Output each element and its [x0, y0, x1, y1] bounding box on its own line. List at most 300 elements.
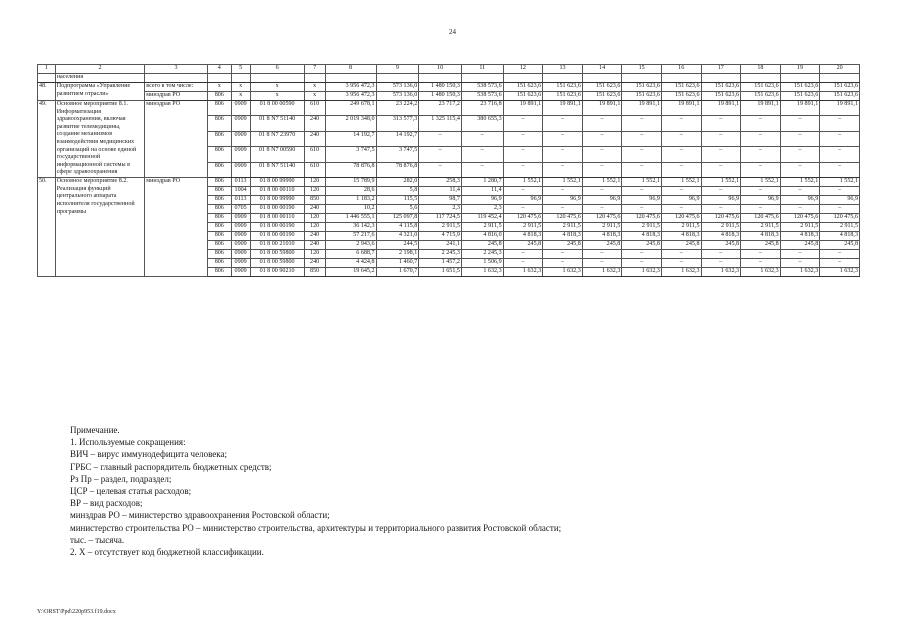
value-cell: 78 876,8 — [376, 162, 419, 177]
grbs-cell: всего в том числе: — [145, 83, 208, 92]
value-cell: 1 552,1 — [622, 178, 662, 187]
table-row — [38, 178, 860, 187]
note-line: Рз Пр – раздел, подраздел; — [70, 473, 172, 484]
header-cell: 3 — [145, 65, 208, 74]
value-cell: 4 816,0 — [461, 232, 503, 241]
value-cell: – — [582, 259, 622, 268]
value-cell: 151 623,6 — [661, 83, 701, 92]
value-cell: – — [543, 147, 583, 162]
value-cell: – — [741, 131, 781, 146]
row-number: 50. — [38, 178, 56, 277]
csr-cell: 01 8 N7 00590 — [250, 147, 304, 162]
value-cell: – — [661, 205, 701, 214]
value-cell: 245,8 — [622, 241, 662, 250]
value-cell: 6 688,7 — [325, 250, 376, 259]
value-cell: – — [820, 131, 860, 146]
note-line: 2. Х – отсутствует код бюджетной классификации. — [70, 547, 264, 558]
vr-cell: 240 — [304, 205, 325, 214]
csr-cell: 01 8 00 99990 — [250, 178, 304, 187]
value-cell: 2 198,1 — [376, 250, 419, 259]
value-cell: 241,1 — [419, 241, 462, 250]
header-cell: 5 — [231, 65, 250, 74]
value-cell: 151 623,6 — [582, 83, 622, 92]
value-cell: 2 911,5 — [622, 223, 662, 232]
csr-cell: 01 8 00 00190 — [250, 232, 304, 241]
program-name: Основное мероприятие 8.2. Реализация функций центрального аппарата исполнителя государственной программы — [55, 178, 145, 277]
value-cell: – — [419, 162, 462, 177]
value-cell: 1 552,1 — [780, 178, 820, 187]
value-cell: 151 623,6 — [701, 83, 741, 92]
vr-cell: x — [304, 92, 325, 101]
value-cell: – — [622, 147, 662, 162]
cell-empty — [543, 74, 583, 83]
value-cell: 19 891,1 — [780, 101, 820, 116]
value-cell: 96,9 — [780, 196, 820, 205]
notes-section — [70, 424, 860, 558]
value-cell: 96,9 — [661, 196, 701, 205]
rz-cell: 806 — [207, 259, 231, 268]
pr-cell: 0909 — [231, 101, 250, 116]
program-name: Подпрограмма «Управление развитием отрасли» — [55, 83, 145, 101]
value-cell: – — [503, 259, 543, 268]
value-cell: 1 280,7 — [461, 178, 503, 187]
value-cell: 2 911,5 — [543, 223, 583, 232]
value-cell: – — [701, 187, 741, 196]
rz-cell: 806 — [207, 232, 231, 241]
value-cell: 151 623,6 — [622, 83, 662, 92]
value-cell: 19 891,1 — [582, 101, 622, 116]
rz-cell: 806 — [207, 92, 231, 101]
value-cell: 2 911,5 — [461, 223, 503, 232]
csr-cell: x — [250, 92, 304, 101]
value-cell: 96,9 — [543, 196, 583, 205]
pr-cell: 0909 — [231, 116, 250, 131]
vr-cell: 850 — [304, 196, 325, 205]
table-row — [38, 92, 860, 101]
value-cell: 151 623,6 — [543, 83, 583, 92]
vr-cell: 240 — [304, 241, 325, 250]
value-cell: 245,8 — [741, 241, 781, 250]
value-cell: 1 632,3 — [543, 268, 583, 277]
value-cell: – — [543, 187, 583, 196]
rz-cell: 806 — [207, 214, 231, 223]
value-cell: 151 623,6 — [741, 83, 781, 92]
csr-cell: 01 8 00 00110 — [250, 214, 304, 223]
value-cell: – — [503, 162, 543, 177]
vr-cell: 120 — [304, 214, 325, 223]
value-cell: 573 136,0 — [376, 92, 419, 101]
value-cell: 117 724,5 — [419, 214, 462, 223]
value-cell: 1 632,3 — [780, 268, 820, 277]
value-cell: 1 651,5 — [419, 268, 462, 277]
value-cell: 1 632,3 — [701, 268, 741, 277]
csr-cell: 01 8 N7 23970 — [250, 131, 304, 146]
value-cell: 151 623,6 — [661, 92, 701, 101]
value-cell: 120 475,6 — [701, 214, 741, 223]
value-cell: 3 956 472,3 — [325, 83, 376, 92]
value-cell: 96,9 — [741, 196, 781, 205]
csr-cell: 01 8 00 59800 — [250, 250, 304, 259]
rz-cell: 806 — [207, 101, 231, 116]
value-cell: 538 573,6 — [461, 92, 503, 101]
value-cell: – — [820, 205, 860, 214]
header-cell: 10 — [419, 65, 462, 74]
value-cell: 2 019 348,0 — [325, 116, 376, 131]
value-cell: – — [582, 250, 622, 259]
value-cell: 282,0 — [376, 178, 419, 187]
value-cell: – — [582, 162, 622, 177]
grbs-cell: минздрав РО — [145, 101, 208, 178]
value-cell: 5,6 — [376, 205, 419, 214]
csr-cell: 01 8 00 00190 — [250, 205, 304, 214]
value-cell: 1 552,1 — [503, 178, 543, 187]
rz-cell: 806 — [207, 250, 231, 259]
value-cell: 244,5 — [376, 241, 419, 250]
value-cell: 19 645,2 — [325, 268, 376, 277]
value-cell: – — [701, 147, 741, 162]
cell-name: населения — [55, 74, 145, 83]
value-cell: 5,8 — [376, 187, 419, 196]
value-cell: – — [820, 147, 860, 162]
header-cell: 1 — [38, 65, 56, 74]
value-cell: 151 623,6 — [741, 92, 781, 101]
value-cell: 151 623,6 — [622, 92, 662, 101]
vr-cell: 610 — [304, 147, 325, 162]
value-cell: 2 911,5 — [701, 223, 741, 232]
value-cell: 2 943,6 — [325, 241, 376, 250]
value-cell: 151 623,6 — [780, 83, 820, 92]
value-cell: – — [701, 259, 741, 268]
value-cell: 1 552,1 — [543, 178, 583, 187]
cell-empty — [461, 74, 503, 83]
vr-cell: 120 — [304, 223, 325, 232]
value-cell: 98,7 — [419, 196, 462, 205]
continuation-row — [38, 74, 860, 83]
value-cell: – — [741, 116, 781, 131]
header-cell: 7 — [304, 65, 325, 74]
value-cell: 19 891,1 — [701, 101, 741, 116]
value-cell: 151 623,6 — [820, 83, 860, 92]
grbs-cell: минздрав РО — [145, 92, 208, 101]
value-cell: 120 475,6 — [503, 214, 543, 223]
value-cell: – — [661, 116, 701, 131]
value-cell: 96,9 — [622, 196, 662, 205]
value-cell: – — [780, 250, 820, 259]
rz-cell: 806 — [207, 131, 231, 146]
note-line: ЦСР – целевая статья расходов; — [70, 486, 192, 497]
value-cell: 1 552,1 — [661, 178, 701, 187]
value-cell: – — [661, 259, 701, 268]
value-cell: 1 632,3 — [461, 268, 503, 277]
value-cell: 4 818,3 — [503, 232, 543, 241]
value-cell: 4 818,3 — [582, 232, 622, 241]
value-cell: 23 717,2 — [419, 101, 462, 116]
value-cell: 1 183,2 — [325, 196, 376, 205]
page-number: 24 — [449, 28, 456, 36]
vr-cell: 240 — [304, 232, 325, 241]
value-cell: – — [461, 131, 503, 146]
cell-empty — [741, 74, 781, 83]
value-cell: 96,9 — [701, 196, 741, 205]
value-cell: 4 818,3 — [622, 232, 662, 241]
value-cell: 10,2 — [325, 205, 376, 214]
table-body — [38, 65, 860, 277]
header-cell: 4 — [207, 65, 231, 74]
vr-cell: 240 — [304, 259, 325, 268]
value-cell: – — [661, 147, 701, 162]
header-cell: 2 — [55, 65, 145, 74]
value-cell: – — [661, 250, 701, 259]
pr-cell: 0909 — [231, 268, 250, 277]
value-cell: 11,4 — [461, 187, 503, 196]
pr-cell: 0909 — [231, 147, 250, 162]
rz-cell: x — [207, 83, 231, 92]
value-cell: 151 623,6 — [543, 92, 583, 101]
pr-cell: 0113 — [231, 178, 250, 187]
rz-cell: 806 — [207, 223, 231, 232]
header-cell: 20 — [820, 65, 860, 74]
value-cell: – — [582, 131, 622, 146]
value-cell: 1 325 115,4 — [419, 116, 462, 131]
value-cell: – — [503, 187, 543, 196]
value-cell: 19 891,1 — [661, 101, 701, 116]
value-cell: 2 911,5 — [741, 223, 781, 232]
file-path-footer: Y:\ORST\Ppd\220p953.f19.docx — [37, 609, 116, 615]
pr-cell: 0113 — [231, 196, 250, 205]
value-cell: 1 506,9 — [461, 259, 503, 268]
value-cell: – — [543, 205, 583, 214]
program-name: Основное мероприятие 8.1. Информатизация здравоохранения, включая развитие телемедицины, создание механизмов взаимодействия медицинских организаций на основе единой государственной информационной системы в сфере здравоохранения — [55, 101, 145, 178]
pr-cell: 0909 — [231, 259, 250, 268]
value-cell: 120 475,6 — [661, 214, 701, 223]
value-cell: – — [741, 187, 781, 196]
rz-cell: 806 — [207, 268, 231, 277]
value-cell: – — [622, 259, 662, 268]
value-cell: 258,3 — [419, 178, 462, 187]
cell-empty — [622, 74, 662, 83]
rz-cell: 806 — [207, 178, 231, 187]
value-cell: 23 224,2 — [376, 101, 419, 116]
value-cell: – — [543, 131, 583, 146]
vr-cell: 120 — [304, 250, 325, 259]
value-cell: 125 097,8 — [376, 214, 419, 223]
header-row — [38, 65, 860, 74]
pr-cell: 0909 — [231, 162, 250, 177]
value-cell: 1 632,3 — [622, 268, 662, 277]
value-cell: – — [780, 205, 820, 214]
value-cell: 36 142,3 — [325, 223, 376, 232]
value-cell: – — [780, 187, 820, 196]
value-cell: 1 632,3 — [661, 268, 701, 277]
value-cell: – — [820, 116, 860, 131]
value-cell: 2 911,5 — [820, 223, 860, 232]
value-cell: – — [622, 250, 662, 259]
rz-cell: 806 — [207, 162, 231, 177]
cell-empty — [207, 74, 231, 83]
cell-empty — [376, 74, 419, 83]
csr-cell: x — [250, 83, 304, 92]
value-cell: 151 623,6 — [582, 92, 622, 101]
value-cell: 245,8 — [503, 241, 543, 250]
pr-cell: 0909 — [231, 131, 250, 146]
value-cell: 1 457,2 — [419, 259, 462, 268]
value-cell: 1 552,1 — [820, 178, 860, 187]
value-cell: 2,3 — [419, 205, 462, 214]
value-cell: – — [461, 162, 503, 177]
value-cell: – — [741, 147, 781, 162]
value-cell: 19 891,1 — [622, 101, 662, 116]
row-number: 49. — [38, 101, 56, 178]
value-cell: 249 678,1 — [325, 101, 376, 116]
cell-empty — [231, 74, 250, 83]
table-row — [38, 101, 860, 116]
pr-cell: 0909 — [231, 250, 250, 259]
header-cell: 6 — [250, 65, 304, 74]
value-cell: – — [622, 187, 662, 196]
value-cell: – — [701, 250, 741, 259]
pr-cell: 0705 — [231, 205, 250, 214]
note-line: ВИЧ – вирус иммунодефицита человека; — [70, 449, 227, 460]
value-cell: – — [461, 147, 503, 162]
csr-cell: 01 8 00 00190 — [250, 223, 304, 232]
value-cell: – — [701, 131, 741, 146]
value-cell: 3 747,5 — [325, 147, 376, 162]
value-cell: 3 956 472,3 — [325, 92, 376, 101]
value-cell: 4 818,3 — [741, 232, 781, 241]
value-cell: 151 623,6 — [780, 92, 820, 101]
value-cell: 120 475,6 — [820, 214, 860, 223]
csr-cell: 01 8 00 21010 — [250, 241, 304, 250]
value-cell: 14 192,7 — [376, 131, 419, 146]
value-cell: 151 623,6 — [820, 92, 860, 101]
value-cell: – — [582, 205, 622, 214]
value-cell: – — [503, 116, 543, 131]
value-cell: 1 552,1 — [701, 178, 741, 187]
grbs-cell: минздрав РО — [145, 178, 208, 277]
header-cell: 16 — [661, 65, 701, 74]
value-cell: – — [419, 131, 462, 146]
value-cell: 1 460,7 — [376, 259, 419, 268]
value-cell: – — [820, 187, 860, 196]
value-cell: 2 245,3 — [461, 250, 503, 259]
value-cell: 1 480 150,3 — [419, 92, 462, 101]
header-cell: 8 — [325, 65, 376, 74]
row-number: 48. — [38, 83, 56, 101]
value-cell: 245,8 — [780, 241, 820, 250]
value-cell: – — [701, 116, 741, 131]
note-line: минздрав РО – министерство здравоохранения Ростовской области; — [70, 510, 330, 521]
value-cell: 120 475,6 — [741, 214, 781, 223]
value-cell: – — [780, 259, 820, 268]
value-cell: 1 632,3 — [741, 268, 781, 277]
rz-cell: 806 — [207, 241, 231, 250]
note-line: ГРБС – главный распорядитель бюджетных средств; — [70, 461, 272, 472]
value-cell: 3 747,5 — [376, 147, 419, 162]
vr-cell: 610 — [304, 162, 325, 177]
header-cell: 18 — [741, 65, 781, 74]
cell-empty — [582, 74, 622, 83]
value-cell: 57 217,6 — [325, 232, 376, 241]
pr-cell: 1004 — [231, 187, 250, 196]
value-cell: 19 891,1 — [543, 101, 583, 116]
value-cell: 15 789,9 — [325, 178, 376, 187]
value-cell: – — [661, 187, 701, 196]
vr-cell: 240 — [304, 131, 325, 146]
value-cell: 151 623,6 — [701, 92, 741, 101]
pr-cell: 0909 — [231, 214, 250, 223]
value-cell: – — [820, 162, 860, 177]
value-cell: – — [780, 147, 820, 162]
value-cell: 115,5 — [376, 196, 419, 205]
value-cell: 245,8 — [820, 241, 860, 250]
vr-cell: 850 — [304, 268, 325, 277]
rz-cell: 806 — [207, 147, 231, 162]
value-cell: – — [661, 162, 701, 177]
cell-empty — [145, 74, 208, 83]
value-cell: 19 891,1 — [820, 101, 860, 116]
pr-cell: 0909 — [231, 223, 250, 232]
cell-empty — [780, 74, 820, 83]
value-cell: 1 632,3 — [820, 268, 860, 277]
header-cell: 15 — [622, 65, 662, 74]
cell-empty — [325, 74, 376, 83]
value-cell: 2 911,5 — [503, 223, 543, 232]
value-cell: 245,8 — [701, 241, 741, 250]
value-cell: 245,8 — [461, 241, 503, 250]
value-cell: 11,4 — [419, 187, 462, 196]
value-cell: 96,9 — [503, 196, 543, 205]
header-cell: 17 — [701, 65, 741, 74]
header-cell: 9 — [376, 65, 419, 74]
value-cell: – — [741, 259, 781, 268]
value-cell: – — [820, 250, 860, 259]
csr-cell: 01 8 N7 51140 — [250, 162, 304, 177]
value-cell: – — [701, 162, 741, 177]
value-cell: – — [741, 162, 781, 177]
note-line: министерство строительства РО – министерство строительства, архитектуры и территориального развития Ростовской области; — [70, 522, 562, 533]
value-cell: – — [622, 131, 662, 146]
value-cell: 313 577,3 — [376, 116, 419, 131]
rz-cell: 806 — [207, 196, 231, 205]
value-cell: 4 818,3 — [780, 232, 820, 241]
value-cell: 4 424,8 — [325, 259, 376, 268]
value-cell: – — [661, 131, 701, 146]
value-cell: – — [582, 187, 622, 196]
rz-cell: 806 — [207, 116, 231, 131]
value-cell: 573 136,0 — [376, 83, 419, 92]
csr-cell: 01 8 N7 51140 — [250, 116, 304, 131]
value-cell: 78 876,8 — [325, 162, 376, 177]
value-cell: 120 475,6 — [582, 214, 622, 223]
value-cell: – — [701, 205, 741, 214]
value-cell: – — [780, 162, 820, 177]
value-cell: 2 911,5 — [780, 223, 820, 232]
value-cell: 120 475,6 — [543, 214, 583, 223]
value-cell: 151 623,6 — [503, 92, 543, 101]
value-cell: – — [543, 162, 583, 177]
pr-cell: x — [231, 83, 250, 92]
value-cell: 538 573,6 — [461, 83, 503, 92]
cell-empty — [661, 74, 701, 83]
csr-cell: 01 8 00 59800 — [250, 259, 304, 268]
value-cell: 4 115,8 — [376, 223, 419, 232]
value-cell: 2 911,5 — [419, 223, 462, 232]
value-cell: – — [503, 147, 543, 162]
rz-cell: 806 — [207, 205, 231, 214]
value-cell: 2 245,3 — [419, 250, 462, 259]
value-cell: – — [780, 131, 820, 146]
vr-cell: 120 — [304, 178, 325, 187]
